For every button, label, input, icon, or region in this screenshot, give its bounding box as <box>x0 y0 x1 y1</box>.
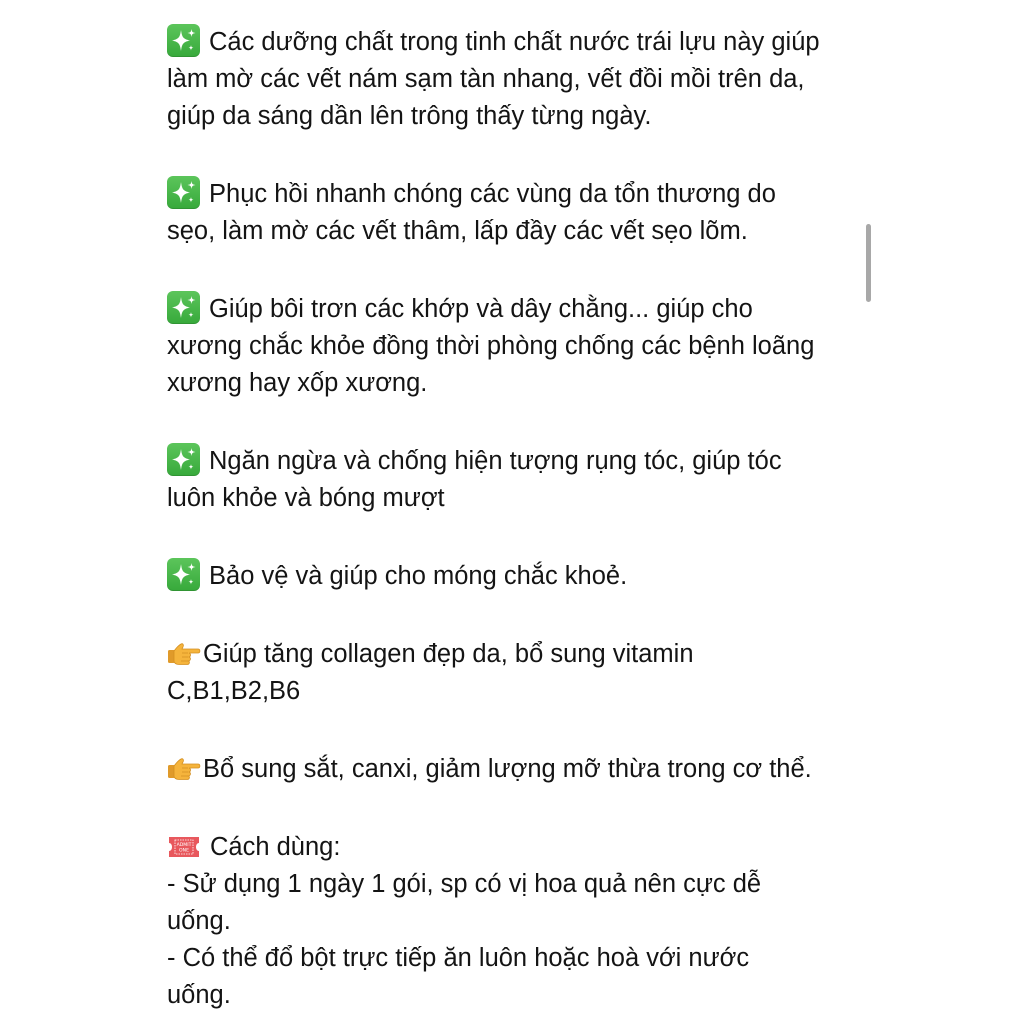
note-line <box>167 24 867 61</box>
note-line-text: xương hay xốp xương. <box>167 369 428 397</box>
sparkles-icon <box>167 443 200 476</box>
note-line-text: sẹo, làm mờ các vết thâm, lấp đầy các vết sẹo lõm. <box>167 217 748 245</box>
note-line <box>167 176 867 213</box>
note-line-text: Bảo vệ và giúp cho móng chắc khoẻ. <box>209 562 628 590</box>
svg-text:ADMIT: ADMIT <box>176 843 192 848</box>
note-content <box>167 24 867 1024</box>
note-line <box>167 866 867 903</box>
note-paragraph <box>167 751 867 788</box>
pointing-hand-icon <box>167 641 201 667</box>
note-paragraph <box>167 291 867 402</box>
note-paragraph <box>167 829 867 1014</box>
note-line <box>167 328 867 365</box>
note-line <box>167 940 867 977</box>
note-line-text: uống. <box>167 907 231 935</box>
pointing-hand-icon <box>167 756 201 782</box>
note-line <box>167 903 867 940</box>
note-line <box>167 673 867 710</box>
note-line-text: Giúp tăng collagen đẹp da, bổ sung vitamin <box>203 640 694 668</box>
note-line-text: Ngăn ngừa và chống hiện tượng rụng tóc, giúp tóc <box>209 447 782 475</box>
note-line <box>167 61 867 98</box>
note-line-text: giúp da sáng dần lên trông thấy từng ngày. <box>167 102 652 130</box>
sparkles-icon <box>167 291 200 324</box>
note-line-text: luôn khỏe và bóng mượt <box>167 484 445 512</box>
sparkles-icon <box>167 558 200 591</box>
sparkles-icon <box>167 176 200 209</box>
note-line-text: làm mờ các vết nám sạm tàn nhang, vết đồi mồi trên da, <box>167 65 805 93</box>
note-paragraph <box>167 558 867 595</box>
note-paragraph <box>167 176 867 250</box>
note-line-text: Cách dùng: <box>210 833 341 861</box>
note-line-text: xương chắc khỏe đồng thời phòng chống các bệnh loãng <box>167 332 815 360</box>
note-line <box>167 977 867 1014</box>
note-line <box>167 636 867 673</box>
note-line <box>167 365 867 402</box>
note-line <box>167 751 867 788</box>
svg-text:ONE: ONE <box>179 848 189 854</box>
note-paragraph <box>167 636 867 710</box>
note-paragraph <box>167 443 867 517</box>
note-line-text: - Sử dụng 1 ngày 1 gói, sp có vị hoa quả nên cực dễ <box>167 870 762 898</box>
note-line <box>167 558 867 595</box>
note-line-text: Giúp bôi trơn các khớp và dây chằng... giúp cho <box>209 295 753 323</box>
note-line <box>167 213 867 250</box>
note-line-text: Các dưỡng chất trong tinh chất nước trái lựu này giúp <box>209 28 820 56</box>
note-line <box>167 98 867 135</box>
note-line-text: Bổ sung sắt, canxi, giảm lượng mỡ thừa trong cơ thể. <box>203 755 812 783</box>
note-line-text: - Có thể đổ bột trực tiếp ăn luôn hoặc hoà với nước <box>167 944 750 972</box>
note-line <box>167 829 867 866</box>
note-line-text: uống. <box>167 981 231 1009</box>
vertical-scrollbar[interactable] <box>866 224 871 302</box>
sparkles-icon <box>167 24 200 57</box>
admit-one-ticket-icon <box>167 833 201 857</box>
note-line-text: C,B1,B2,B6 <box>167 677 301 705</box>
note-line <box>167 443 867 480</box>
note-line-text: Phục hồi nhanh chóng các vùng da tổn thương do <box>209 180 776 208</box>
note-line <box>167 291 867 328</box>
note-line <box>167 480 867 517</box>
note-paragraph <box>167 24 867 135</box>
